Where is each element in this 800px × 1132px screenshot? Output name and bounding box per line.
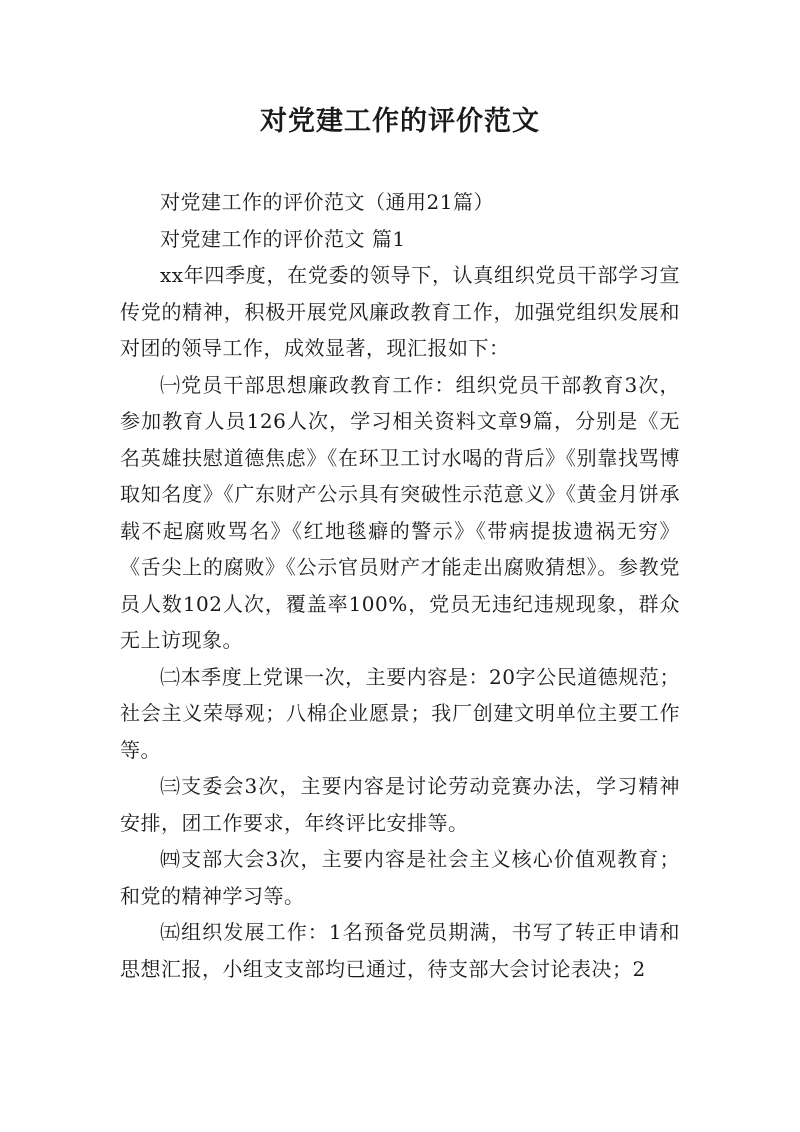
paragraph-item-5: ㈤组织发展工作：1名预备党员期满，书写了转正申请和思想汇报，小组支支部均已通过，待支部大会讨论表决；2 xyxy=(120,920,680,981)
paragraph-item-1: ㈠党员干部思想廉政教育工作：组织党员干部教育3次，参加教育人员126人次，学习相关资料文章9篇，分别是《无名英雄扶慰道德焦虑》《在环卫工讨水喝的背后》《别靠找骂博取知名度》《广东财产公示具有突破性示范意义》《黄金月饼承载不起腐败骂名》《红地毯癖的警示》《带病提拔遗祸无穷》《舌尖上的腐败》《公示官员财产才能走出腐败猜想》。参教党员人数102人次，覆盖率100%，党员无违纪违规现象，群众无上访现象。 xyxy=(120,372,680,652)
document-body xyxy=(120,184,680,987)
paragraph-subtitle: 对党建工作的评价范文（通用21篇） xyxy=(160,190,494,214)
paragraph-item-4: ㈣支部大会3次，主要内容是社会主义核心价值观教育；和党的精神学习等。 xyxy=(120,847,680,908)
paragraph-item-3: ㈢支委会3次，主要内容是讨论劳动竞赛办法，学习精神安排，团工作要求，年终评比安排等。 xyxy=(120,774,680,835)
paragraph-section-heading: 对党建工作的评价范文 篇1 xyxy=(160,226,406,251)
document-title: 对党建工作的评价范文 xyxy=(260,106,540,137)
paragraph-item-2: ㈡本季度上党课一次，主要内容是：20字公民道德规范；社会主义荣辱观；八棉企业愿景；我厂创建文明单位主要工作等。 xyxy=(120,664,680,762)
paragraph-intro: xx年四季度，在党委的领导下，认真组织党员干部学习宣传党的精神，积极开展党风廉政教育工作，加强党组织发展和对团的领导工作，成效显著，现汇报如下： xyxy=(120,263,680,360)
